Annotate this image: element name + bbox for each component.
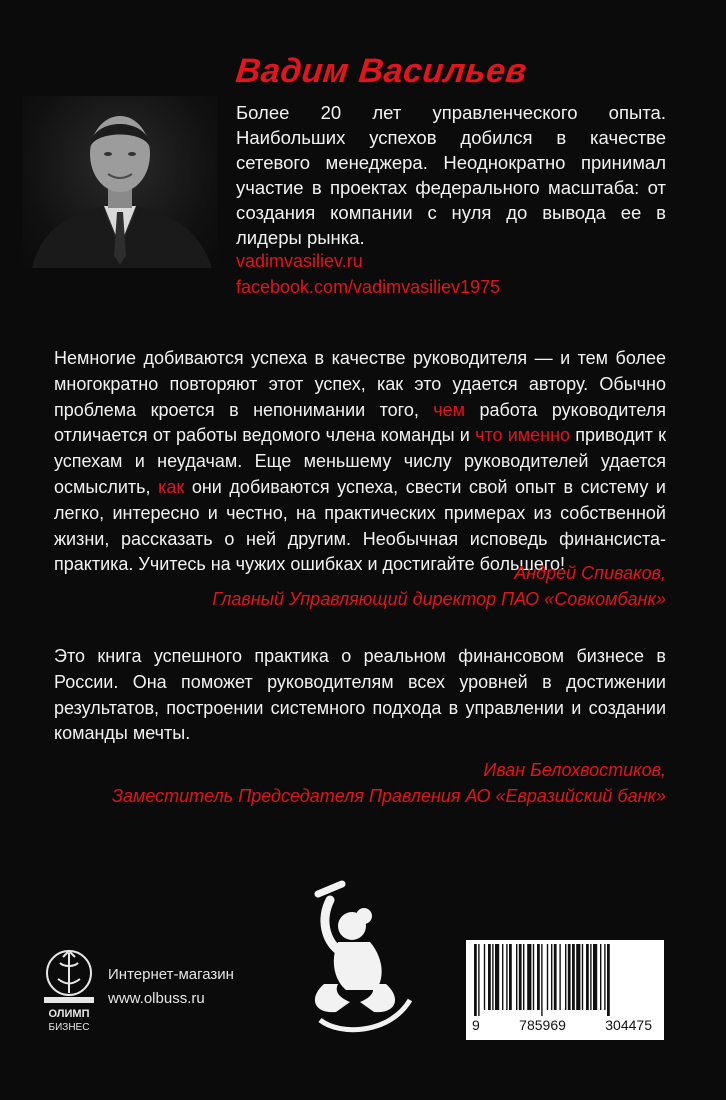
quote-text: они добиваются успеха, свести свой опыт в систему и легко, интересно и честно, на практических примерах из собственной жизни, рассказать о ней другим. Необычная исповедь финансиста-практика. Учитесь на чужих ошибках и достигайте большего! [54, 476, 666, 575]
barcode-bar [586, 944, 589, 1010]
review-quote-2: Это книга успешного практика о реальном финансовом бизнесе в России. Она поможет руководителям всех уровней в достижении результатов, построении системного подхода в управлении и создании команды мечты. [54, 646, 666, 744]
barcode-bars [472, 944, 658, 1016]
barcode-digits [472, 1017, 658, 1033]
barcode-bar [537, 944, 540, 1010]
reviewer-position: Главный Управляющий директор ПАО «Совкомбанк» [212, 589, 666, 609]
author-links [236, 248, 500, 300]
barcode-bar [582, 944, 583, 1010]
barcode-digit-group: 9 [472, 1017, 480, 1033]
author-name: Вадим Васильев [234, 52, 529, 90]
barcode-bar [547, 944, 548, 1010]
barcode-bar [474, 944, 477, 1016]
quote-highlight: как [158, 476, 185, 497]
review-quote-1 [54, 346, 666, 578]
barcode-bar [565, 944, 566, 1010]
barcode-bar [572, 944, 575, 1010]
quote-highlight: чем [433, 399, 466, 420]
barcode-digit-group: 304475 [605, 1017, 652, 1033]
quote-text: Немногие добиваются успеха в качестве руководителя — и тем более многократно повторяют этот успех, как это удается автору. Обычно проблема кроется в непонимании того, [54, 348, 666, 420]
quote-highlight: что именно [475, 425, 571, 446]
author-facebook-link[interactable]: facebook.com/vadimvasiliev1975 [236, 277, 501, 297]
barcode-bar [527, 944, 531, 1010]
quote-text: приводит к успехам и неудачам. Еще меньшему числу руководителей удается осмыслить, [54, 425, 666, 497]
barcode-bar [541, 944, 542, 1016]
barcode-bar [516, 944, 517, 1010]
shop-info [108, 963, 234, 1011]
isbn-barcode [466, 940, 664, 1040]
publisher-name-top: ОЛИМП [48, 1008, 90, 1020]
barcode-bar [568, 944, 571, 1010]
barcode-bar [502, 944, 503, 1010]
barcode-bar [488, 944, 491, 1010]
author-website-link[interactable]: vadimvasiliev.ru [236, 251, 363, 271]
author-bio: Более 20 лет управленческого опыта. Наибольших успехов добился в качестве сетевого менеджера. Неоднократно принимал участие в проектах федерального масштаба: от создания компании с нуля до вывода ее в лидеры рынка. [236, 102, 666, 248]
squatting-figure-icon [290, 880, 420, 1035]
barcode-bar [533, 944, 534, 1010]
review-attribution-1 [212, 560, 666, 612]
barcode-bar [495, 944, 499, 1010]
barcode-digit-group: 785969 [519, 1017, 566, 1033]
barcode-bar [478, 944, 479, 1016]
barcode-bar [593, 944, 597, 1010]
reviewer-name: Иван Белохвостиков, [483, 760, 666, 780]
barcode-bar [600, 944, 601, 1010]
barcode-bar [484, 944, 485, 1010]
shop-url[interactable]: www.olbuss.ru [108, 990, 205, 1007]
barcode-bar [551, 944, 552, 1010]
reviewer-position: Заместитель Председателя Правления АО «Евразийский банк» [111, 786, 666, 806]
barcode-bar [590, 944, 591, 1010]
barcode-bar [604, 944, 605, 1010]
barcode-bar [607, 944, 610, 1016]
barcode-bar [519, 944, 522, 1010]
shop-label: Интернет-магазин [108, 966, 234, 983]
barcode-bar [492, 944, 493, 1010]
reviewer-name: Андрей Спиваков, [514, 563, 666, 583]
olymp-business-logo [38, 945, 100, 1035]
barcode-bar [506, 944, 507, 1010]
barcode-bar [523, 944, 524, 1010]
barcode-bar [576, 944, 580, 1010]
barcode-bar [559, 944, 560, 1010]
author-photo [22, 96, 218, 268]
barcode-bar [554, 944, 557, 1010]
barcode-bar [509, 944, 512, 1010]
quote-text: работа руководителя отличается от работы ведомого члена команды и [54, 399, 666, 446]
publisher-name-bottom: БИЗНЕС [48, 1022, 90, 1033]
review-attribution-2 [112, 757, 666, 809]
